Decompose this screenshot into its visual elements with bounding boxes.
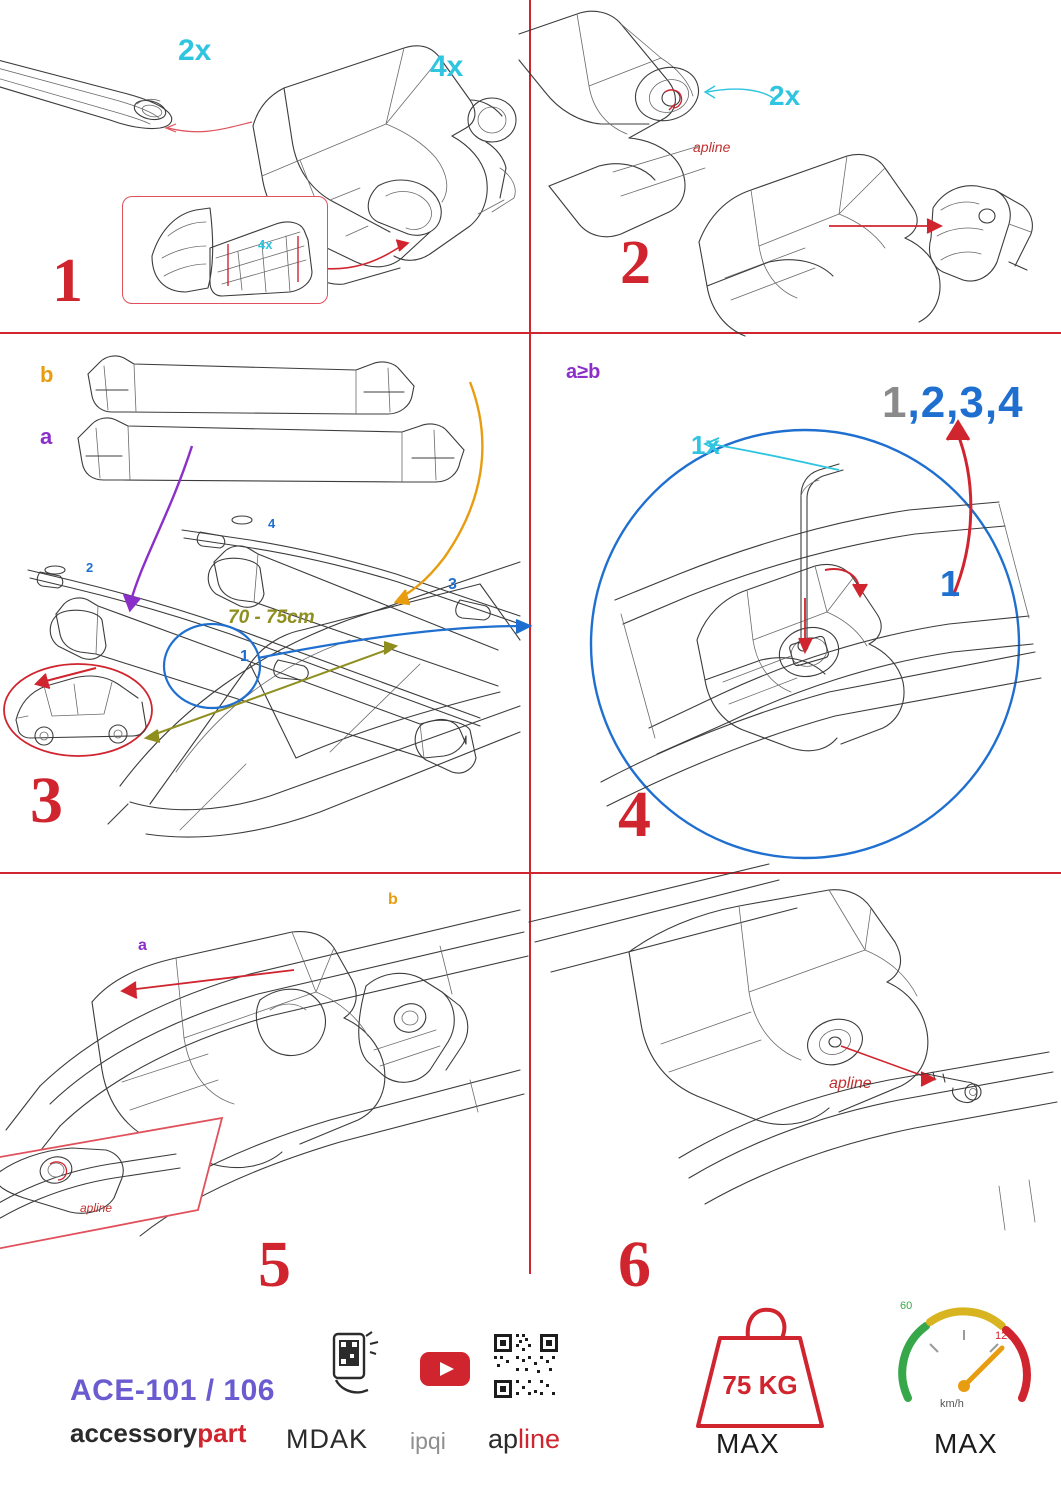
- svg-text:apline: apline: [829, 1075, 872, 1092]
- step-number-1: 1: [52, 247, 82, 315]
- step-number-2: 2: [620, 229, 650, 297]
- step4-torque-order: 1,2,3,4: [882, 378, 1024, 427]
- step3-mark-4: 4: [268, 516, 276, 531]
- brand-ipqi: ipqi: [410, 1428, 446, 1454]
- step1-qty-pad: 4x: [258, 237, 273, 252]
- max-weight-label: MAX: [716, 1428, 780, 1459]
- speed-min-tick: 60: [900, 1300, 913, 1312]
- step2-illustration: [529, 0, 1061, 332]
- step3-rule: [566, 362, 600, 382]
- step-number-6: 6: [618, 1228, 650, 1301]
- step1-qty-bar: 2x: [178, 34, 212, 67]
- step4-torque-order-text: ,2,3,4: [907, 378, 1024, 427]
- brand-apline: [488, 1424, 560, 1455]
- step3-illustration: [0, 334, 529, 872]
- step3-mark-2: 2: [86, 560, 94, 575]
- youtube-icon: [418, 1348, 474, 1390]
- step4-first-bolt: 1: [940, 563, 961, 604]
- qr-scan-phone-icon: [320, 1330, 392, 1402]
- step3-label-a: a: [40, 424, 53, 449]
- rule-a: a≥b: [566, 361, 601, 383]
- step3-label-b: b: [40, 362, 54, 387]
- svg-text:apline: apline: [693, 139, 731, 155]
- max-weight-value: 75 KG: [722, 1370, 798, 1400]
- brand-accessory-text: accessory: [70, 1418, 198, 1448]
- speed-unit-label: km/h: [940, 1398, 964, 1410]
- max-speed-gauge-icon: [890, 1294, 1040, 1424]
- step6-illustration: [529, 874, 1061, 1274]
- brand-line-text: line: [518, 1424, 561, 1454]
- brand-part-text: part: [197, 1418, 247, 1448]
- step3-mark-1: 1: [240, 648, 249, 665]
- svg-text:apline: apline: [80, 1201, 113, 1215]
- step3-mark-3: 3: [448, 576, 457, 593]
- step3-path-a: a: [138, 937, 147, 954]
- speed-max-tick: 120: [995, 1330, 1014, 1342]
- brand-ap-text: ap: [488, 1424, 519, 1454]
- step-number-5: 5: [258, 1228, 290, 1301]
- step1-qty-foot: 4x: [430, 50, 464, 83]
- max-speed-label: MAX: [934, 1428, 998, 1459]
- qr-code-icon: [492, 1332, 560, 1400]
- step-number-4: 4: [618, 778, 650, 851]
- step3-distance: 70 - 75cm: [228, 607, 315, 628]
- brand-accessorypart: [70, 1418, 246, 1449]
- step1-detail-box: [122, 196, 328, 304]
- model-code: ACE-101 / 106: [70, 1374, 275, 1407]
- step5-illustration: [0, 874, 529, 1274]
- step2-qty-cover: 2x: [769, 80, 801, 111]
- step3-path-b: b: [388, 891, 398, 908]
- step-number-3: 3: [30, 764, 62, 837]
- step4-qty-tool: 1x: [691, 430, 720, 460]
- brand-mdak: MDAK: [286, 1424, 369, 1454]
